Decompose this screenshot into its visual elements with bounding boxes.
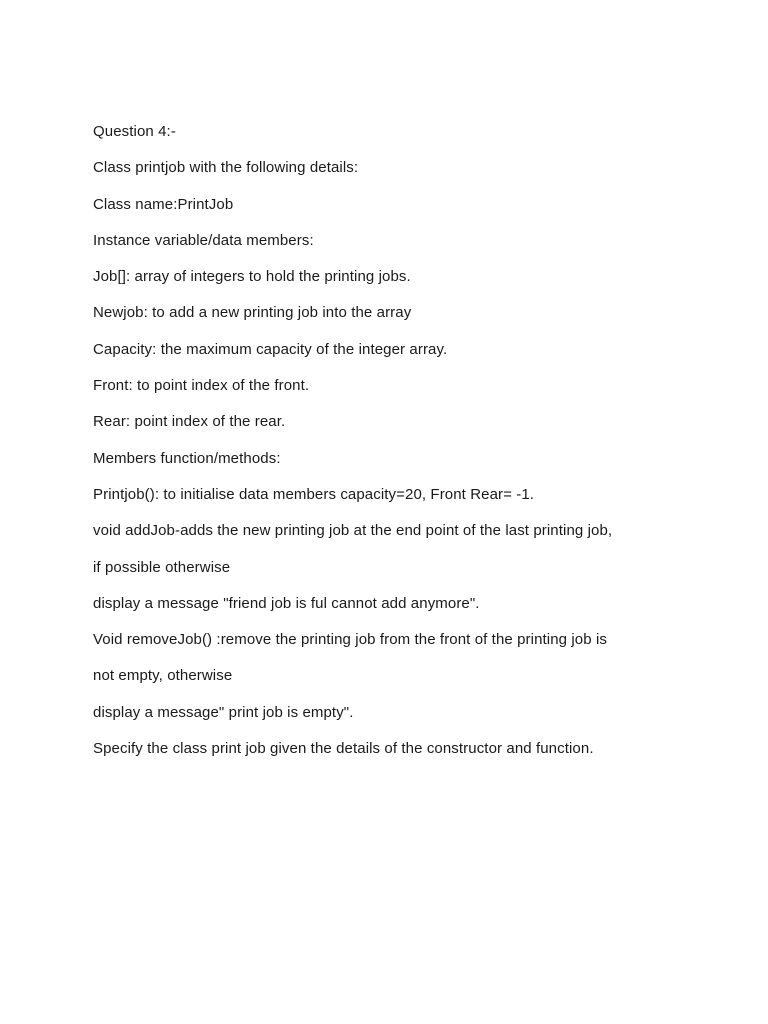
text-line: display a message "friend job is ful cannot add anymore". [93, 594, 480, 612]
text-line: if possible otherwise [93, 558, 231, 576]
text-line: Specify the class print job given the details of the constructor and function. [93, 740, 594, 758]
text-line: Class name:PrintJob [93, 195, 234, 213]
document-body [93, 121, 733, 774]
question-heading: Question 4:- [93, 123, 176, 140]
text-line: Newjob: to add a new printing job into the array [93, 304, 412, 322]
text-line: Capacity: the maximum capacity of the integer array. [93, 340, 448, 358]
text-line: Instance variable/data members: [93, 231, 314, 249]
text-line: Void removeJob() :remove the printing job from the front of the printing job is [93, 631, 607, 649]
text-line: void addJob-adds the new printing job at the end point of the last printing job, [93, 522, 613, 540]
text-line: not empty, otherwise [93, 667, 233, 685]
text-line: Printjob(): to initialise data members capacity=20, Front Rear= -1. [93, 485, 535, 503]
text-line: Rear: point index of the rear. [93, 413, 286, 431]
text-line: Job[]: array of integers to hold the printing jobs. [93, 268, 411, 286]
text-line: Front: to point index of the front. [93, 377, 310, 395]
text-line: Class printjob with the following details: [93, 159, 359, 177]
text-line: Members function/methods: [93, 449, 281, 467]
text-line: display a message" print job is empty". [93, 703, 354, 721]
